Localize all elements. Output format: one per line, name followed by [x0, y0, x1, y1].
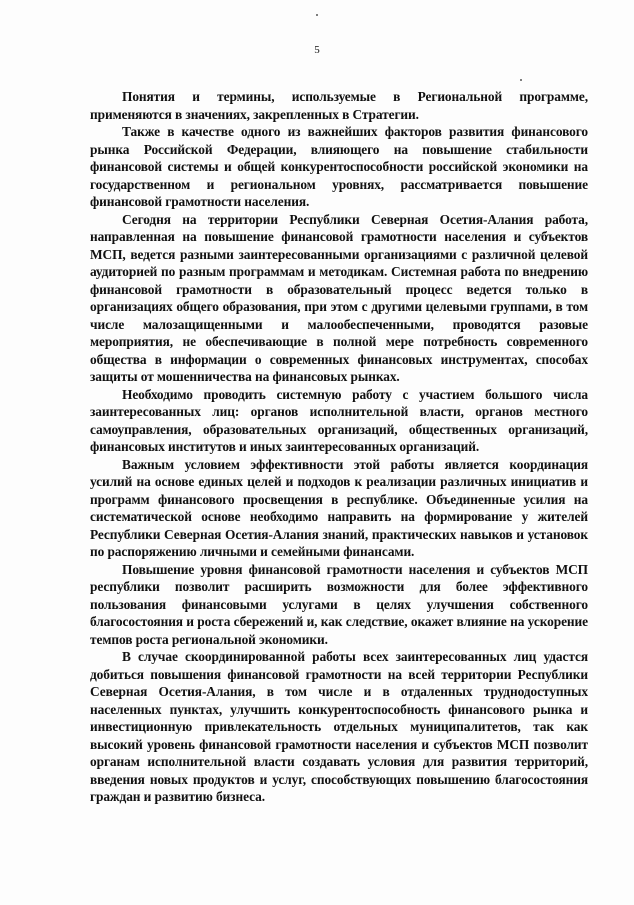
paragraph-systemic-work: Необходимо проводить системную работу с участием большого числа заинтересованных лиц: органов исполнительной власти, органов местного самоуправления, образовательных организаций, общественных организаций, финансовых институтов и иных заинтересованных организаций.: [90, 386, 588, 454]
paragraph-benefits: Повышение уровня финансовой грамотности населения и субъектов МСП республики позволит расширить возможности для более эффективного пользования финансовыми услугами в целях улучшения собственного благосостояния и роста сбережений и, как следствие, окажет влияние на ускорение темпов роста региональной экономики.: [90, 561, 588, 647]
paragraph-factors: Также в качестве одного из важнейших факторов развития финансового рынка Российской Федерации, влияющего на повышение стабильности финансовой системы и общей конкурентоспособности российской экономики на государственном и региональном уровнях, рассматривается повышение финансовой грамотности населения.: [90, 124, 588, 209]
scan-speck: [520, 79, 522, 81]
paragraph-coordination: Важным условием эффективности этой работы является координация усилий на основе единых целей и подходов к реализации различных инициатив и программ финансового просвещения в республике. Объединенные усилия на систематической основе необходимо направить на формирование у жителей Республики Северная Осетия-Алания знаний, практических навыков и установок по распоряжению личными и семейными финансами.: [90, 456, 588, 559]
paragraph-terms: Понятия и термины, используемые в Региональной программе, применяются в значениях, закрепленных в Стратегии.: [90, 89, 588, 122]
scan-speck: [316, 14, 318, 16]
document-body: [90, 88, 588, 806]
page-number: 5: [314, 44, 320, 56]
paragraph-current-state: Сегодня на территории Республики Северная Осетия-Алания работа, направленная на повышение финансовой грамотности населения и субъектов МСП, ведется разными заинтересованными организациями с различной целевой аудиторией по разным программам и методикам. Системная работа по внедрению финансовой грамотности в образовательный процесс ведется только в организациях общего образования, при этом с другими целевыми группами, в том числе малозащищенными и малообеспеченными, проводятся разовые мероприятия, не обеспечивающие в полной мере потребность современного общества в информации о современных финансовых инструментах, способах защиты от мошенничества на финансовых рынках.: [90, 211, 588, 384]
paragraph-outcome: В случае скоординированной работы всех заинтересованных лиц удастся добиться повышения финансовой грамотности на всей территории Республики Северная Осетия-Алания, в том числе и в отдаленных труднодоступных населенных пунктах, улучшить конкурентоспособность финансового рынка и инвестиционную привлекательность отдельных муниципалитетов, так как высокий уровень финансовой грамотности населения и субъектов МСП позволит органам исполнительной власти создавать условия для развития территорий, введения новых продуктов и услуг, способствующих повышению благосостояния граждан и развитию бизнеса.: [90, 649, 588, 804]
